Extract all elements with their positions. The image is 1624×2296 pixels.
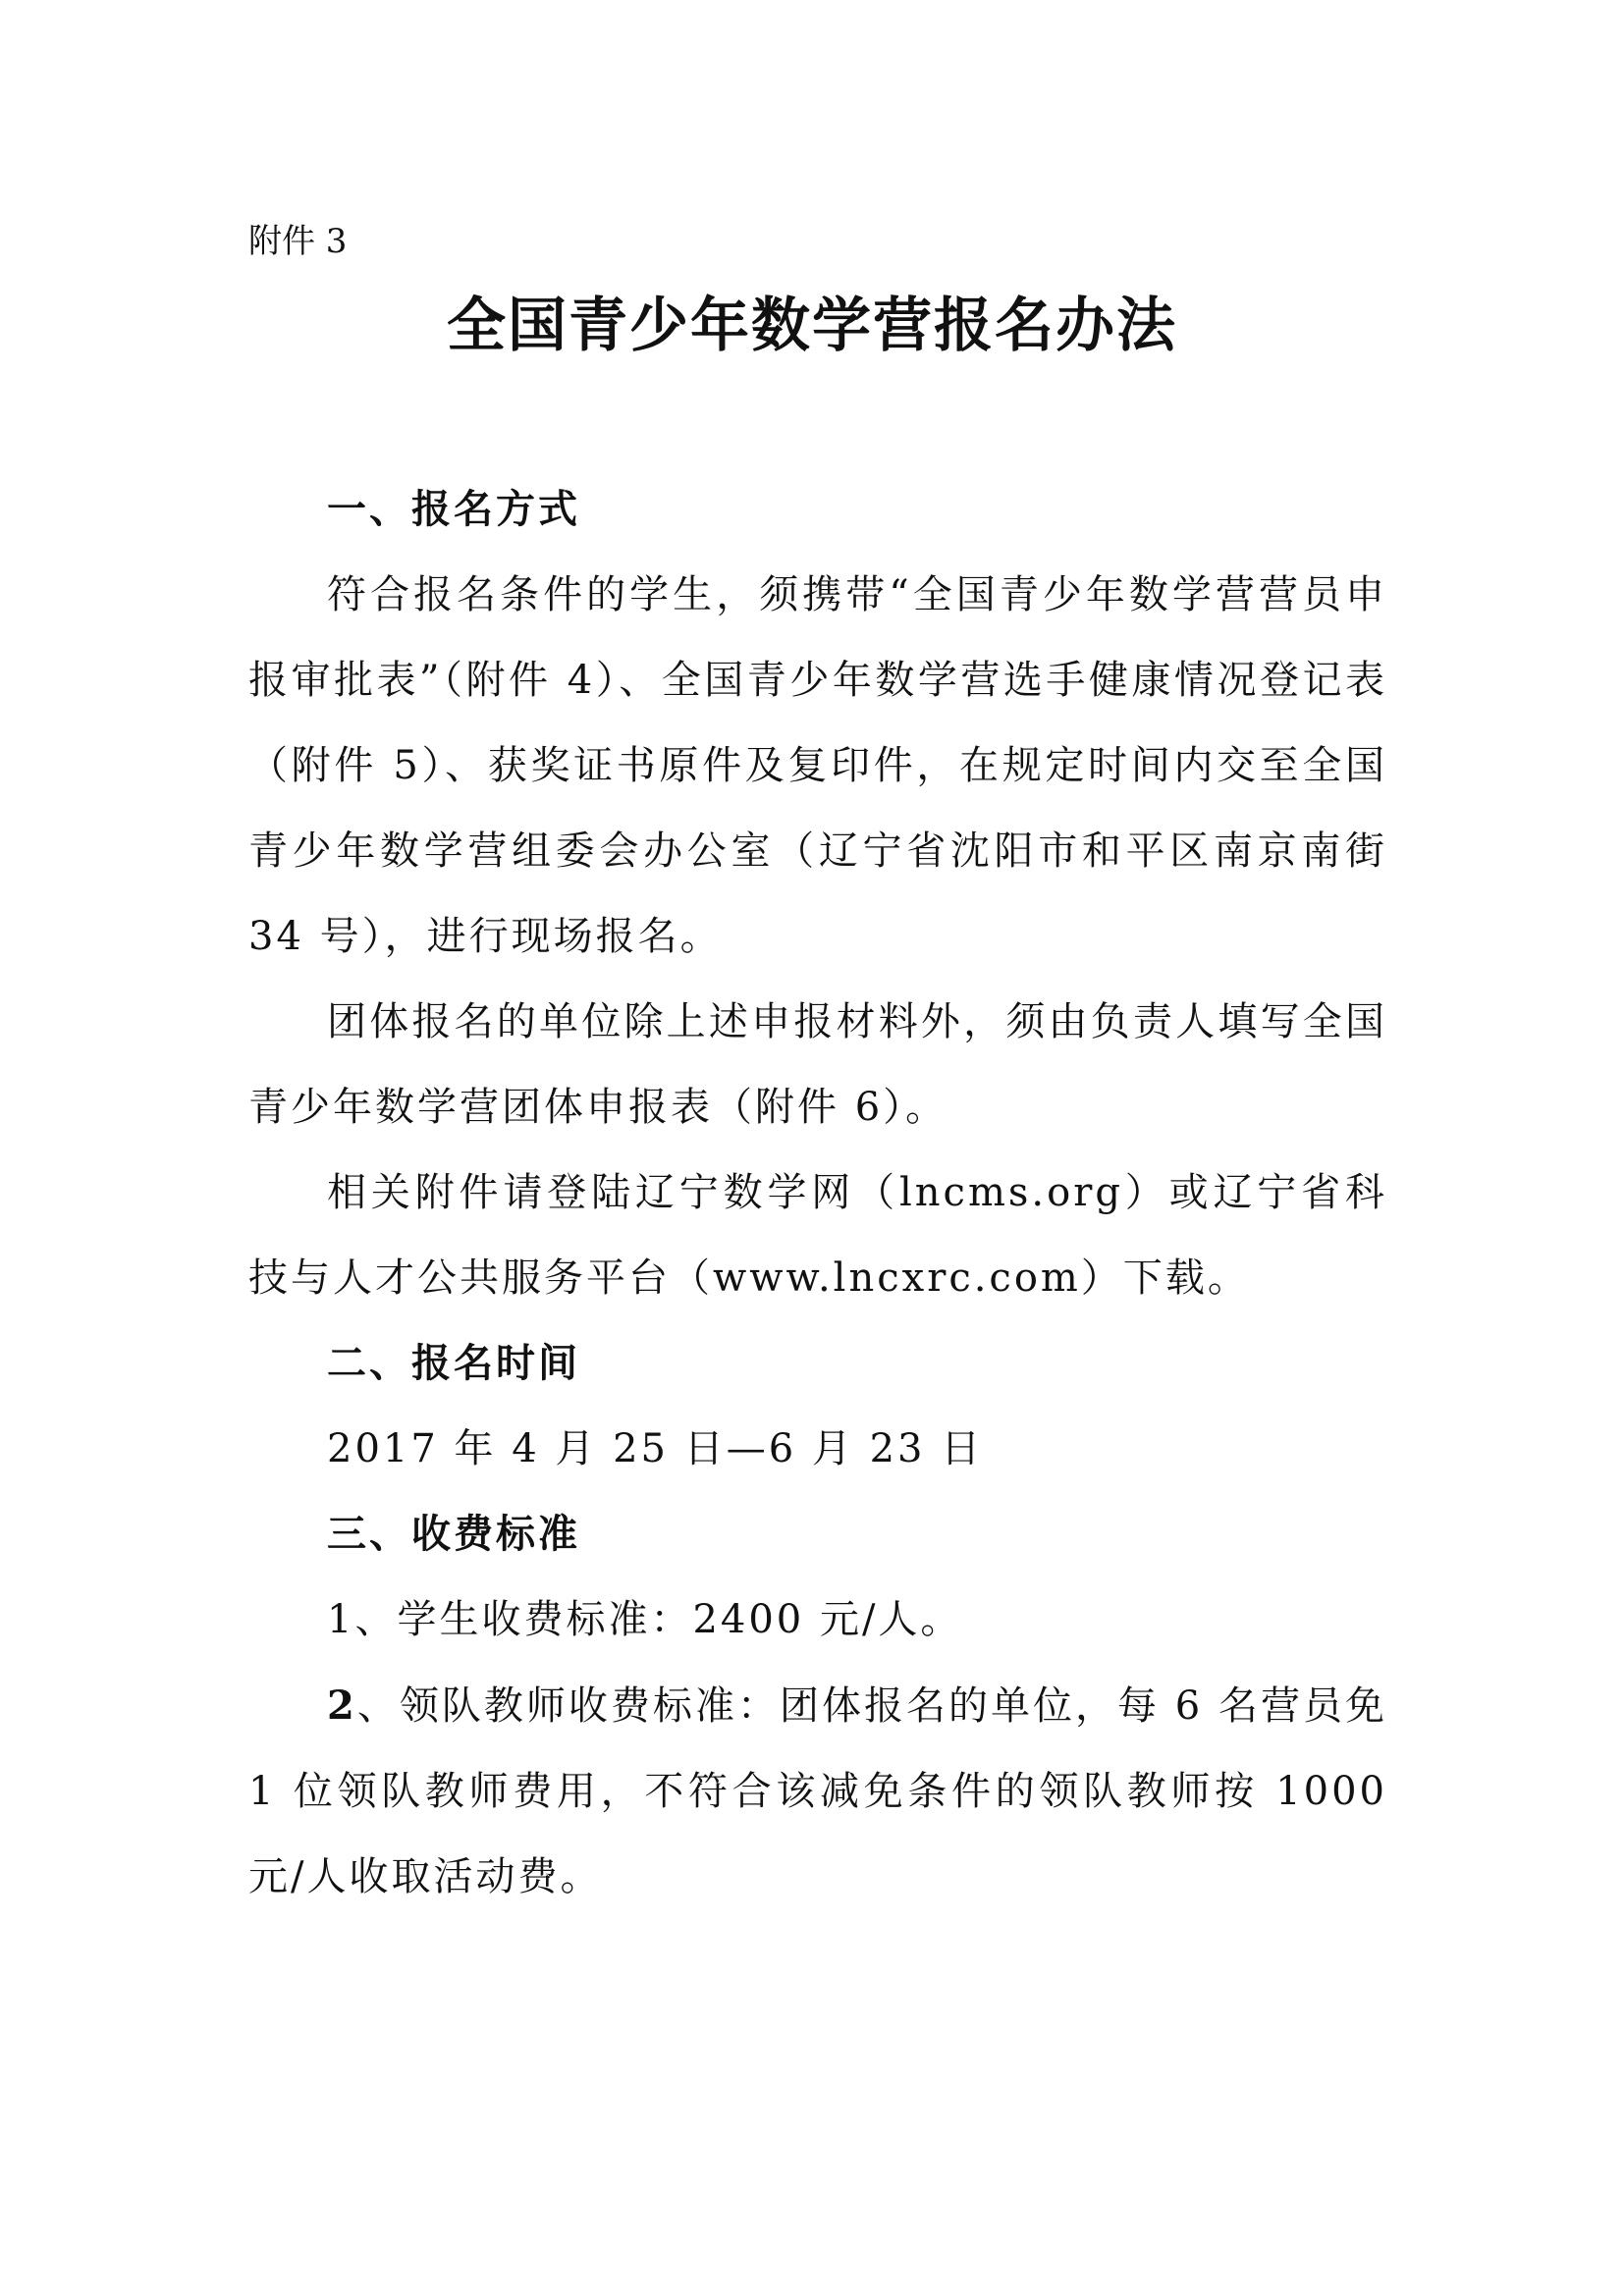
section-heading-registration-time: 二、报名时间 <box>327 1341 580 1386</box>
paragraph-download-info: 相关附件请登陆辽宁数学网（lncms.org）或辽宁省科技与人才公共服务平台（www.lncxrc.com）下载。 <box>248 1170 1387 1301</box>
section-heading-registration-method: 一、报名方式 <box>327 487 580 532</box>
paragraph-registration-dates: 2017 年 4 月 25 日—6 月 23 日 <box>327 1426 984 1471</box>
section-heading-fees: 三、收费标准 <box>327 1512 580 1557</box>
document-body <box>248 467 1387 1920</box>
paragraph-registration-method: 符合报名条件的学生，须携带“全国青少年数学营营员申报审批表”（附件 4）、全国青少年数学营选手健康情况登记表（附件 5）、获奖证书原件及复印件，在规定时间内交至全国青少年数学营组委会办公室（辽宁省沈阳市和平区南京南街 34 号），进行现场报名。 <box>248 572 1387 959</box>
paragraph-teacher-fee <box>248 1663 1387 1920</box>
teacher-fee-number: 2 <box>327 1682 357 1729</box>
page-title: 全国青少年数学营报名办法 <box>447 292 1177 360</box>
paragraph-group-registration: 团体报名的单位除上述申报材料外，须由负责人填写全国青少年数学营团体申报表（附件 6）。 <box>248 999 1387 1130</box>
teacher-fee-text: 、领队教师收费标准：团体报名的单位，每 6 名营员免 1 位领队教师费用，不符合该减免条件的领队教师按 1000 元/人收取活动费。 <box>248 1683 1387 1899</box>
attachment-label: 附件 3 <box>248 222 348 261</box>
paragraph-student-fee: 1、学生收费标准：2400 元/人。 <box>327 1597 963 1642</box>
